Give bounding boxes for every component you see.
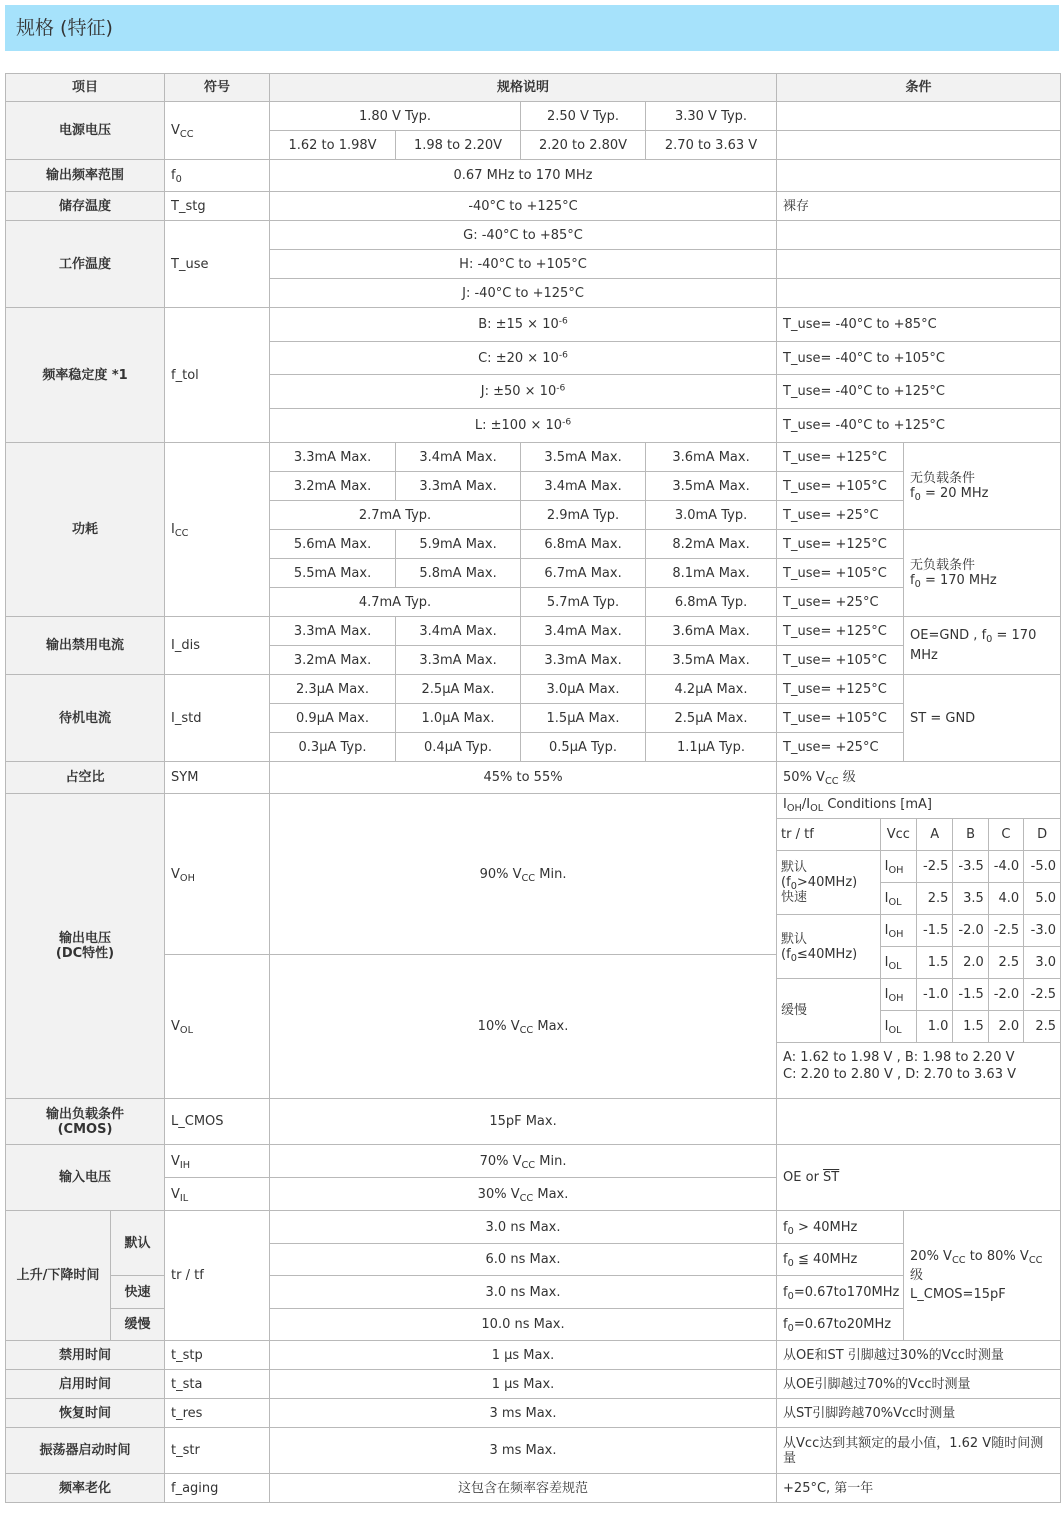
idis-temp-condition: T_use= +105°C (777, 646, 904, 675)
lcmos-symbol: L_CMOS (165, 1099, 270, 1145)
vcc-row (6, 102, 1061, 131)
ioh-value: -5.0 (1024, 851, 1060, 883)
voh-symbol: $V_{OH}$ (165, 794, 270, 955)
idis-load-condition: OE=GND , $f_0 = 170$ MHz (904, 617, 1061, 675)
header-row (6, 74, 1061, 102)
iol-value: 1.0 (917, 1011, 953, 1043)
lcmos-condition (777, 1099, 1061, 1145)
ftol-condition: T_use= -40°C to +125°C (777, 409, 1061, 443)
istd-value: 2.5μA Max. (396, 675, 521, 704)
icc-temp-condition: T_use= +25°C (777, 501, 904, 530)
ftol-value: B: $\pm 15 \times 10^{-6}$ (270, 308, 777, 342)
tstr-value: 3 ms Max. (270, 1428, 777, 1474)
ioh-header: D (1024, 819, 1060, 851)
tstg-row (6, 192, 1061, 221)
vcc-typ: 2.50 V Typ. (521, 102, 646, 131)
icc-value: 3.5mA Max. (646, 472, 777, 501)
vih-row (6, 1145, 1061, 1178)
lcmos-label: 输出负载条件 (CMOS) (6, 1099, 165, 1145)
istd-temp-condition: T_use= +105°C (777, 704, 904, 733)
iol-type: $I_{OL}$ (880, 883, 916, 915)
ioh-value: -2.5 (1024, 979, 1060, 1011)
tres-row (6, 1399, 1061, 1428)
sym-label: 占空比 (6, 762, 165, 794)
ioh-type: $I_{OH}$ (880, 915, 916, 947)
tuse-condition (777, 221, 1061, 250)
tstr-symbol: t_str (165, 1428, 270, 1474)
ftol-condition: T_use= -40°C to +105°C (777, 342, 1061, 375)
ioh-header: B (953, 819, 988, 851)
tstg-symbol: T_stg (165, 192, 270, 221)
faging-symbol: f_aging (165, 1474, 270, 1503)
lcmos-row (6, 1099, 1061, 1145)
ioh-header-row (777, 819, 1060, 851)
icc-value: 3.4mA Max. (521, 472, 646, 501)
vcc-condition (777, 102, 1061, 131)
iol-type: $I_{OL}$ (880, 1011, 916, 1043)
faging-value: 这包含在频率容差规范 (270, 1474, 777, 1503)
trtf-level-condition: 20% $V_{CC}$ to 80% $V_{CC}$级 L_CMOS=15pF (904, 1211, 1061, 1341)
vol-symbol: $V_{OL}$ (165, 955, 270, 1099)
icc-row (6, 443, 1061, 472)
lcmos-value: 15pF Max. (270, 1099, 777, 1145)
icc-value: 3.4mA Max. (396, 443, 521, 472)
tstr-label: 振荡器启动时间 (6, 1428, 165, 1474)
fo-value: 0.67 MHz to 170 MHz (270, 160, 777, 192)
icc-value: 6.8mA Max. (521, 530, 646, 559)
idis-value: 3.5mA Max. (646, 646, 777, 675)
tstp-symbol: t_stp (165, 1341, 270, 1370)
istd-value: 0.5μA Typ. (521, 733, 646, 762)
voh-row (6, 794, 1061, 955)
idis-value: 3.3mA Max. (521, 646, 646, 675)
tsta-value: 1 μs Max. (270, 1370, 777, 1399)
tuse-label: 工作温度 (6, 221, 165, 308)
vih-value: 70% $V_{CC}$ Min. (270, 1145, 777, 1178)
vcc-condition (777, 131, 1061, 160)
istd-value: 3.0μA Max. (521, 675, 646, 704)
ioh-value: -2.5 (988, 915, 1023, 947)
istd-temp-condition: T_use= +125°C (777, 675, 904, 704)
tstg-condition: 裸存 (777, 192, 1061, 221)
icc-value: 6.7mA Max. (521, 559, 646, 588)
ftol-value: C: $\pm 20 \times 10^{-6}$ (270, 342, 777, 375)
iol-value: 2.0 (953, 947, 988, 979)
idis-value: 3.4mA Max. (396, 617, 521, 646)
sym-value: 45% to 55% (270, 762, 777, 794)
idis-value: 3.3mA Max. (396, 646, 521, 675)
trtf-value: 3.0 ns Max. (270, 1276, 777, 1309)
trtf-value: 6.0 ns Max. (270, 1244, 777, 1276)
vil-value: 30% $V_{CC}$ Max. (270, 1178, 777, 1211)
istd-row (6, 675, 1061, 704)
icc-value: 4.7mA Typ. (270, 588, 521, 617)
icc-value: 5.5mA Max. (270, 559, 396, 588)
icc-value: 8.1mA Max. (646, 559, 777, 588)
ioh-mode: 缓慢 (777, 979, 880, 1043)
trtf-freq-condition: $f_0=0.67to20MHz$ (777, 1309, 904, 1341)
ioh-value: -2.0 (953, 915, 988, 947)
istd-value: 1.5μA Max. (521, 704, 646, 733)
icc-value: 5.8mA Max. (396, 559, 521, 588)
tuse-value: J: -40°C to +125°C (270, 279, 777, 308)
tuse-condition (777, 250, 1061, 279)
tsta-symbol: t_sta (165, 1370, 270, 1399)
idis-row (6, 617, 1061, 646)
idis-value: 3.2mA Max. (270, 646, 396, 675)
tstr-row (6, 1428, 1061, 1474)
iol-value: 2.5 (988, 947, 1023, 979)
tstr-condition: 从Vcc达到其额定的最小值，1.62 V随时间测量 (777, 1428, 1061, 1474)
icc-value: 2.7mA Typ. (270, 501, 521, 530)
spec-table (5, 73, 1061, 1503)
icc-value: 6.8mA Typ. (646, 588, 777, 617)
idis-value: 3.6mA Max. (646, 617, 777, 646)
vcc-range: 1.98 to 2.20V (396, 131, 521, 160)
trtf-symbol: tr / tf (165, 1211, 270, 1341)
trtf-row (6, 1276, 1061, 1309)
istd-label: 待机电流 (6, 675, 165, 762)
tstp-value: 1 μs Max. (270, 1341, 777, 1370)
iol-value: 4.0 (988, 883, 1023, 915)
faging-label: 频率老化 (6, 1474, 165, 1503)
sym-symbol: SYM (165, 762, 270, 794)
ioh-value: -2.0 (988, 979, 1023, 1011)
icc-temp-condition: T_use= +25°C (777, 588, 904, 617)
trtf-mode-default: 默认 (111, 1211, 165, 1276)
istd-value: 0.3μA Typ. (270, 733, 396, 762)
ioh-row (777, 851, 1060, 883)
istd-symbol: I_std (165, 675, 270, 762)
header-condition: 条件 (777, 74, 1061, 102)
iol-value: 2.0 (988, 1011, 1023, 1043)
faging-condition: +25°C, 第一年 (777, 1474, 1061, 1503)
idis-value: 3.4mA Max. (521, 617, 646, 646)
icc-temp-condition: T_use= +125°C (777, 530, 904, 559)
vcc-label: 电源电压 (6, 102, 165, 160)
sym-row (6, 762, 1061, 794)
tuse-condition (777, 279, 1061, 308)
ftol-condition: T_use= -40°C to +125°C (777, 375, 1061, 409)
istd-value: 2.5μA Max. (646, 704, 777, 733)
ftol-value: L: $\pm 100 \times 10^{-6}$ (270, 409, 777, 443)
iol-value: 2.5 (1024, 1011, 1060, 1043)
tsta-label: 启用时间 (6, 1370, 165, 1399)
iol-type: $I_{OL}$ (880, 947, 916, 979)
icc-value: 3.3mA Max. (270, 443, 396, 472)
iol-value: 1.5 (953, 1011, 988, 1043)
tstp-row (6, 1341, 1061, 1370)
iol-value: 1.5 (917, 947, 953, 979)
tuse-value: G: -40°C to +85°C (270, 221, 777, 250)
istd-value: 1.0μA Max. (396, 704, 521, 733)
icc-value: 5.9mA Max. (396, 530, 521, 559)
ioh-row (777, 979, 1060, 1011)
icc-value: 3.6mA Max. (646, 443, 777, 472)
icc-value: 3.2mA Max. (270, 472, 396, 501)
tsta-condition: 从OE引脚越过70%的Vcc时测量 (777, 1370, 1061, 1399)
section-title: 规格 (特征) (5, 5, 1059, 51)
fo-label: 输出频率范围 (6, 160, 165, 192)
trtf-row (6, 1309, 1061, 1341)
ftol-label: 频率稳定度 *1 (6, 308, 165, 443)
ioh-value: -2.5 (917, 851, 953, 883)
tuse-symbol: T_use (165, 221, 270, 308)
icc-load-condition: 无负载条件 $f_0 = 20$ MHz (904, 443, 1061, 530)
ioh-condition-title: $I_{OH}/I_{OL}$ Conditions [mA] (783, 797, 932, 814)
icc-value: 5.6mA Max. (270, 530, 396, 559)
idis-temp-condition: T_use= +125°C (777, 617, 904, 646)
vcc-class-note: A: 1.62 to 1.98 V , B: 1.98 to 2.20 V C: 2.20 to 2.80 V , D: 2.70 to 3.63 V (783, 1050, 1017, 1082)
tsta-row (6, 1370, 1061, 1399)
vin-label: 输入电压 (6, 1145, 165, 1211)
trtf-row (6, 1211, 1061, 1244)
tstg-value: -40°C to +125°C (270, 192, 777, 221)
vcc-range: 2.20 to 2.80V (521, 131, 646, 160)
tstp-label: 禁用时间 (6, 1341, 165, 1370)
ioh-value: -3.5 (953, 851, 988, 883)
trtf-freq-condition: $f_0 > 40MHz$ (777, 1211, 904, 1244)
fo-condition (777, 160, 1061, 192)
ioh-header: tr / tf (777, 819, 880, 851)
trtf-value: 3.0 ns Max. (270, 1211, 777, 1244)
tres-label: 恢复时间 (6, 1399, 165, 1428)
idis-symbol: I_dis (165, 617, 270, 675)
tstp-condition: 从OE和ST 引脚越过30%的Vcc时测量 (777, 1341, 1061, 1370)
trtf-label: 上升/下降时间 (6, 1211, 111, 1341)
tuse-row (6, 221, 1061, 250)
vol-value: 10% $V_{CC}$ Max. (270, 955, 777, 1099)
ioh-type: $I_{OH}$ (880, 979, 916, 1011)
vcc-typ: 3.30 V Typ. (646, 102, 777, 131)
icc-value: 8.2mA Max. (646, 530, 777, 559)
iol-value: 3.5 (953, 883, 988, 915)
header-spec: 规格说明 (270, 74, 777, 102)
iol-value: 2.5 (917, 883, 953, 915)
icc-value: 3.5mA Max. (521, 443, 646, 472)
ioh-row (777, 915, 1060, 947)
ioh-value: -4.0 (988, 851, 1023, 883)
ftol-row (6, 308, 1061, 342)
icc-temp-condition: T_use= +105°C (777, 559, 904, 588)
ioh-condition-cell (777, 794, 1061, 1099)
vcc-symbol: $V_{CC}$ (165, 102, 270, 160)
vil-symbol: $V_{IL}$ (165, 1178, 270, 1211)
icc-value: 5.7mA Typ. (521, 588, 646, 617)
ioh-type: $I_{OH}$ (880, 851, 916, 883)
header-symbol: 符号 (165, 74, 270, 102)
icc-value: 3.0mA Typ. (646, 501, 777, 530)
idis-value: 3.3mA Max. (270, 617, 396, 646)
ioh-header: A (917, 819, 953, 851)
ioh-value: -1.5 (953, 979, 988, 1011)
istd-load-condition: ST = GND (904, 675, 1061, 762)
header-item: 项目 (6, 74, 165, 102)
vcc-typ: 1.80 V Typ. (270, 102, 521, 131)
fo-row (6, 160, 1061, 192)
istd-value: 0.9μA Max. (270, 704, 396, 733)
icc-load-condition: 无负载条件 $f_0 = 170$ MHz (904, 530, 1061, 617)
fo-symbol: $f_0$ (165, 160, 270, 192)
vih-symbol: $V_{IH}$ (165, 1145, 270, 1178)
idis-label: 输出禁用电流 (6, 617, 165, 675)
tres-value: 3 ms Max. (270, 1399, 777, 1428)
faging-row (6, 1474, 1061, 1503)
iol-value: 3.0 (1024, 947, 1060, 979)
icc-temp-condition: T_use= +125°C (777, 443, 904, 472)
iol-value: 5.0 (1024, 883, 1060, 915)
vin-condition: OE or $\overline{ST}$ (777, 1145, 1061, 1211)
icc-value: 2.9mA Typ. (521, 501, 646, 530)
tstg-label: 储存温度 (6, 192, 165, 221)
istd-temp-condition: T_use= +25°C (777, 733, 904, 762)
trtf-value: 10.0 ns Max. (270, 1309, 777, 1341)
istd-value: 0.4μA Typ. (396, 733, 521, 762)
ioh-value: -3.0 (1024, 915, 1060, 947)
ftol-value: J: $\pm 50 \times 10^{-6}$ (270, 375, 777, 409)
trtf-mode-slow: 缓慢 (111, 1309, 165, 1341)
trtf-mode-fast: 快速 (111, 1276, 165, 1309)
icc-value: 3.3mA Max. (396, 472, 521, 501)
vout-label: 输出电压 (DC特性) (6, 794, 165, 1099)
ftol-condition: T_use= -40°C to +85°C (777, 308, 1061, 342)
ioh-mode: 默认 $(f_0\le 40MHz)$ (777, 915, 880, 979)
vcc-range: 1.62 to 1.98V (270, 131, 396, 160)
ioh-value: -1.5 (917, 915, 953, 947)
icc-temp-condition: T_use= +105°C (777, 472, 904, 501)
istd-value: 4.2μA Max. (646, 675, 777, 704)
tres-symbol: t_res (165, 1399, 270, 1428)
sym-condition: 50% $V_{CC}$ 级 (777, 762, 1061, 794)
trtf-freq-condition: $f_0=0.67to170MHz$ (777, 1276, 904, 1309)
istd-value: 2.3μA Max. (270, 675, 396, 704)
ioh-value: -1.0 (917, 979, 953, 1011)
ioh-header: Vcc (880, 819, 916, 851)
trtf-freq-condition: $f_0$ ≦ 40MHz (777, 1244, 904, 1276)
ioh-table (777, 818, 1060, 1043)
tuse-value: H: -40°C to +105°C (270, 250, 777, 279)
ioh-header: C (988, 819, 1023, 851)
icc-label: 功耗 (6, 443, 165, 617)
icc-symbol: $I_{CC}$ (165, 443, 270, 617)
ioh-mode: 默认 $(f_0>40MHz)$ 快速 (777, 851, 880, 915)
tres-condition: 从ST引脚跨越70%Vcc时测量 (777, 1399, 1061, 1428)
vcc-range: 2.70 to 3.63 V (646, 131, 777, 160)
voh-value: 90% $V_{CC}$ Min. (270, 794, 777, 955)
istd-value: 1.1μA Typ. (646, 733, 777, 762)
ftol-symbol: f_tol (165, 308, 270, 443)
